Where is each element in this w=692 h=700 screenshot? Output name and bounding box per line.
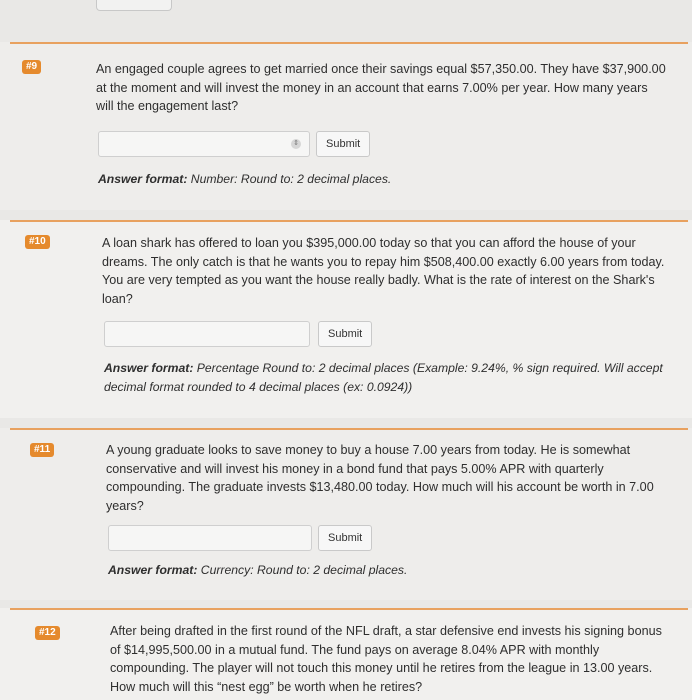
question-9 [0, 42, 692, 210]
question-text: A young graduate looks to save money to buy a house 7.00 years from today. He is somewhat conservative and will invest his money in a bond fund that pays 5.00% APR with quarterly compounding. The graduate invests $13,480.00 today. How much will his account be worth in 7.00 years? [106, 443, 654, 513]
submit-button[interactable]: Submit [316, 131, 370, 157]
answer-format [108, 561, 658, 580]
submit-button[interactable]: Submit [318, 525, 372, 551]
answer-format-label: Answer format: [104, 361, 194, 375]
question-text: A loan shark has offered to loan you $395,000.00 today so that you can afford the house of your dreams. The only catch is that he wants you to repay him $508,400.00 exactly 6.00 years from today. You are very tempted as you want the house really badly. What is the rate of interest on the Shark's loan? [102, 236, 665, 306]
question-divider [10, 608, 688, 610]
question-number-badge: #12 [35, 626, 60, 640]
answer-input[interactable] [104, 321, 310, 347]
question-text: After being drafted in the first round of the NFL draft, a star defensive end invests his signing bonus of $14,995,500.00 in a mutual fund. The fund pays on average 8.04% APR with monthly compounding. The player will not touch this money until he retires from the league in 13.00 years. How much will this “nest egg” be worth when he retires? [110, 624, 662, 694]
question-11 [0, 428, 692, 600]
spinner-icon[interactable]: ⇕ [291, 139, 301, 149]
question-10 [0, 220, 692, 418]
answer-format-text: Number: Round to: 2 decimal places. [187, 172, 392, 186]
answer-input[interactable] [108, 525, 312, 551]
previous-submit-button-edge[interactable] [96, 0, 172, 11]
answer-format-text: Percentage Round to: 2 decimal places (Example: 9.24%, % sign required. Will accept decimal format rounded to 4 decimal places (ex: 0.0924)) [104, 361, 663, 394]
question-12 [0, 608, 692, 700]
question-divider [10, 220, 688, 222]
submit-button[interactable]: Submit [318, 321, 372, 347]
question-divider [10, 42, 688, 44]
answer-input[interactable] [98, 131, 310, 157]
question-number-badge: #9 [22, 60, 41, 74]
answer-format-label: Answer format: [98, 172, 188, 186]
answer-format-label: Answer format: [108, 563, 198, 577]
answer-format-text: Currency: Round to: 2 decimal places. [197, 563, 408, 577]
answer-format [104, 359, 669, 396]
question-number-badge: #10 [25, 235, 50, 249]
question-number-badge: #11 [30, 443, 54, 457]
answer-format [98, 170, 658, 189]
question-divider [10, 428, 688, 430]
question-text: An engaged couple agrees to get married once their savings equal $57,350.00. They have $37,900.00 at the moment and will invest the money in an account that earns 7.00% per year. How many years will the engagement last? [96, 62, 666, 113]
